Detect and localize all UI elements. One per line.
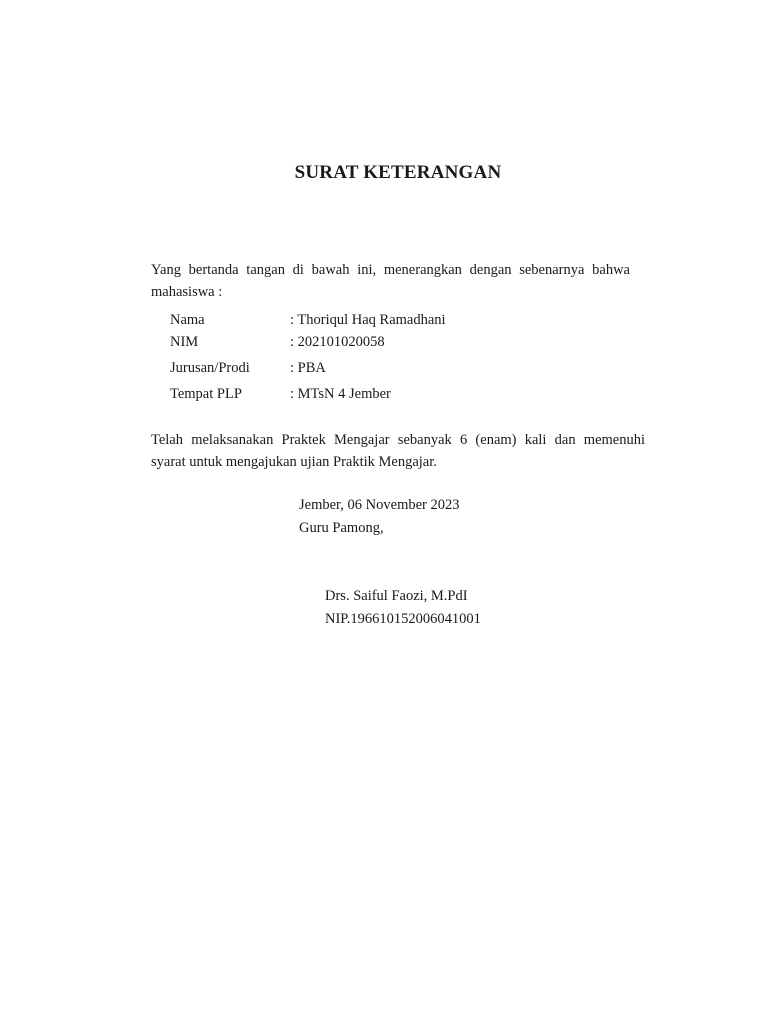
intro-line-1: Yang bertanda tangan di bawah ini, menerangkan dengan sebenarnya bahwa [151, 262, 630, 278]
signer-nip: NIP.196610152006041001 [325, 611, 481, 627]
field-label: Tempat PLP [170, 386, 242, 402]
field-label: NIM [170, 334, 199, 350]
place-date-block [299, 494, 460, 540]
signer-name: Drs. Saiful Faozi, M.PdI [325, 588, 468, 604]
field-value: : 202101020058 [290, 334, 385, 350]
field-value: : PBA [290, 360, 326, 376]
document-title: SURAT KETERANGAN [294, 162, 502, 183]
closing-paragraph [151, 429, 645, 473]
field-value: : MTsN 4 Jember [290, 386, 391, 402]
closing-line-1: Telah melaksanakan Praktek Mengajar sebanyak 6 (enam) kali dan memenuhi [151, 432, 645, 448]
intro-paragraph [151, 259, 630, 303]
field-label: Nama [170, 312, 205, 328]
place-date: Jember, 06 November 2023 [299, 497, 460, 513]
signature-block [325, 585, 481, 631]
field-value: : Thoriqul Haq Ramadhani [290, 312, 446, 328]
intro-line-2: mahasiswa : [151, 284, 223, 300]
closing-line-2: syarat untuk mengajukan ujian Praktik Mengajar. [151, 454, 437, 470]
field-label: Jurusan/Prodi [170, 360, 250, 376]
signer-role: Guru Pamong, [299, 520, 384, 536]
